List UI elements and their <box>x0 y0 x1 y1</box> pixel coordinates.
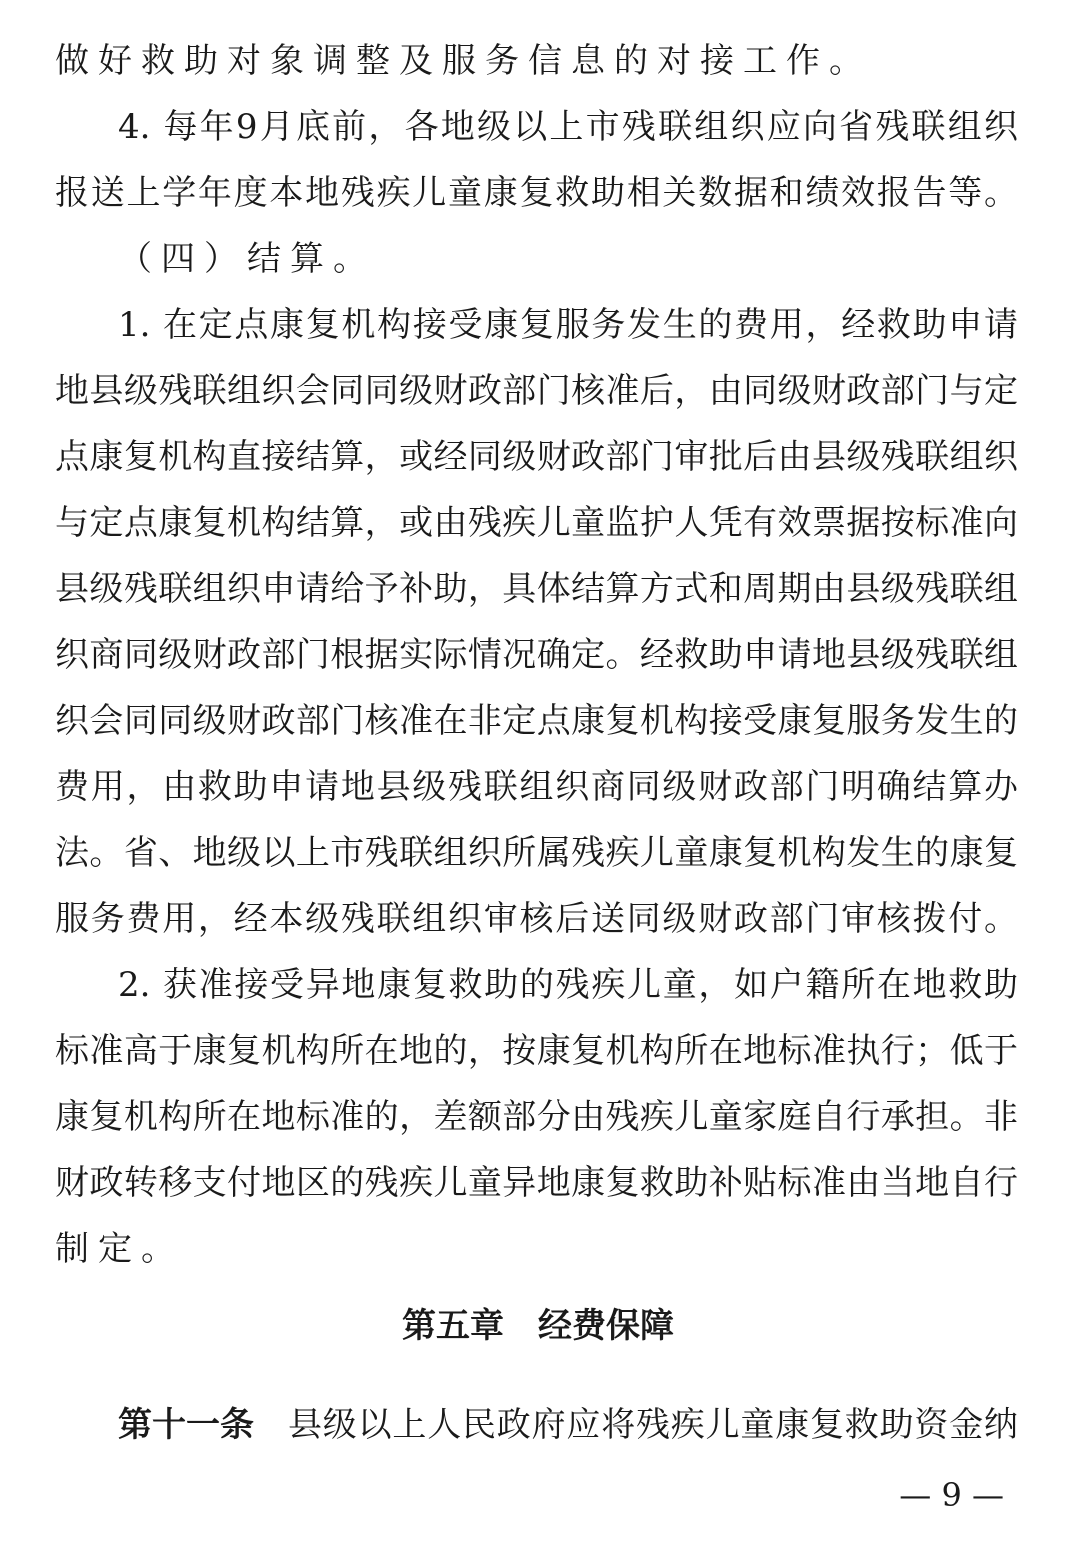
article-label: 第十一条 <box>118 1405 254 1445</box>
text-line-10: 织商同级财政部门根据实际情况确定。经救助申请地县级残联组 <box>55 635 1018 675</box>
text-line-5: 1. 在定点康复机构接受康复服务发生的费用，经救助申请 <box>118 305 1018 345</box>
text-line-8: 与定点康复机构结算，或由残疾儿童监护人凭有效票据按标准向 <box>55 503 1018 543</box>
text-line-7: 点康复机构直接结算，或经同级财政部门审批后由县级残联组织 <box>55 437 1018 477</box>
article-eleven <box>118 1392 1018 1458</box>
text-line-17: 康复机构所在地标准的，差额部分由残疾儿童家庭自行承担。非 <box>55 1097 1018 1137</box>
section-heading-settlement: （四）结算。 <box>118 239 376 279</box>
text-line-3: 报送上学年度本地残疾儿童康复救助相关数据和绩效报告等。 <box>55 173 1018 213</box>
text-line-13: 法。省、地级以上市残联组织所属残疾儿童康复机构发生的康复 <box>55 833 1018 873</box>
text-line-2: 4. 每年9月底前，各地级以上市残联组织应向省残联组织 <box>118 107 1018 147</box>
text-line-16: 标准高于康复机构所在地的，按康复机构所在地标准执行；低于 <box>55 1031 1018 1071</box>
text-line-1: 做好救助对象调整及服务信息的对接工作。 <box>55 41 872 81</box>
article-text: 县级以上人民政府应将残疾儿童康复救助资金纳 <box>288 1405 1018 1445</box>
text-line-19: 制定。 <box>55 1229 184 1269</box>
text-line-9: 县级残联组织申请给予补助，具体结算方式和周期由县级残联组 <box>55 569 1018 609</box>
text-line-14: 服务费用，经本级残联组织审核后送同级财政部门审核拨付。 <box>55 899 1018 939</box>
page-number: — 9 — <box>899 1476 1004 1514</box>
text-line-18: 财政转移支付地区的残疾儿童异地康复救助补贴标准由当地自行 <box>55 1163 1018 1203</box>
chapter-title: 经费保障 <box>538 1306 674 1346</box>
text-line-11: 织会同同级财政部门核准在非定点康复机构接受康复服务发生的 <box>55 701 1018 741</box>
chapter-number: 第五章 <box>402 1306 504 1346</box>
text-line-6: 地县级残联组织会同同级财政部门核准后，由同级财政部门与定 <box>55 371 1018 411</box>
text-line-12: 费用，由救助申请地县级残联组织商同级财政部门明确结算办 <box>55 767 1018 807</box>
chapter-heading <box>0 1296 1076 1356</box>
text-line-15: 2. 获准接受异地康复救助的残疾儿童，如户籍所在地救助 <box>118 965 1018 1005</box>
